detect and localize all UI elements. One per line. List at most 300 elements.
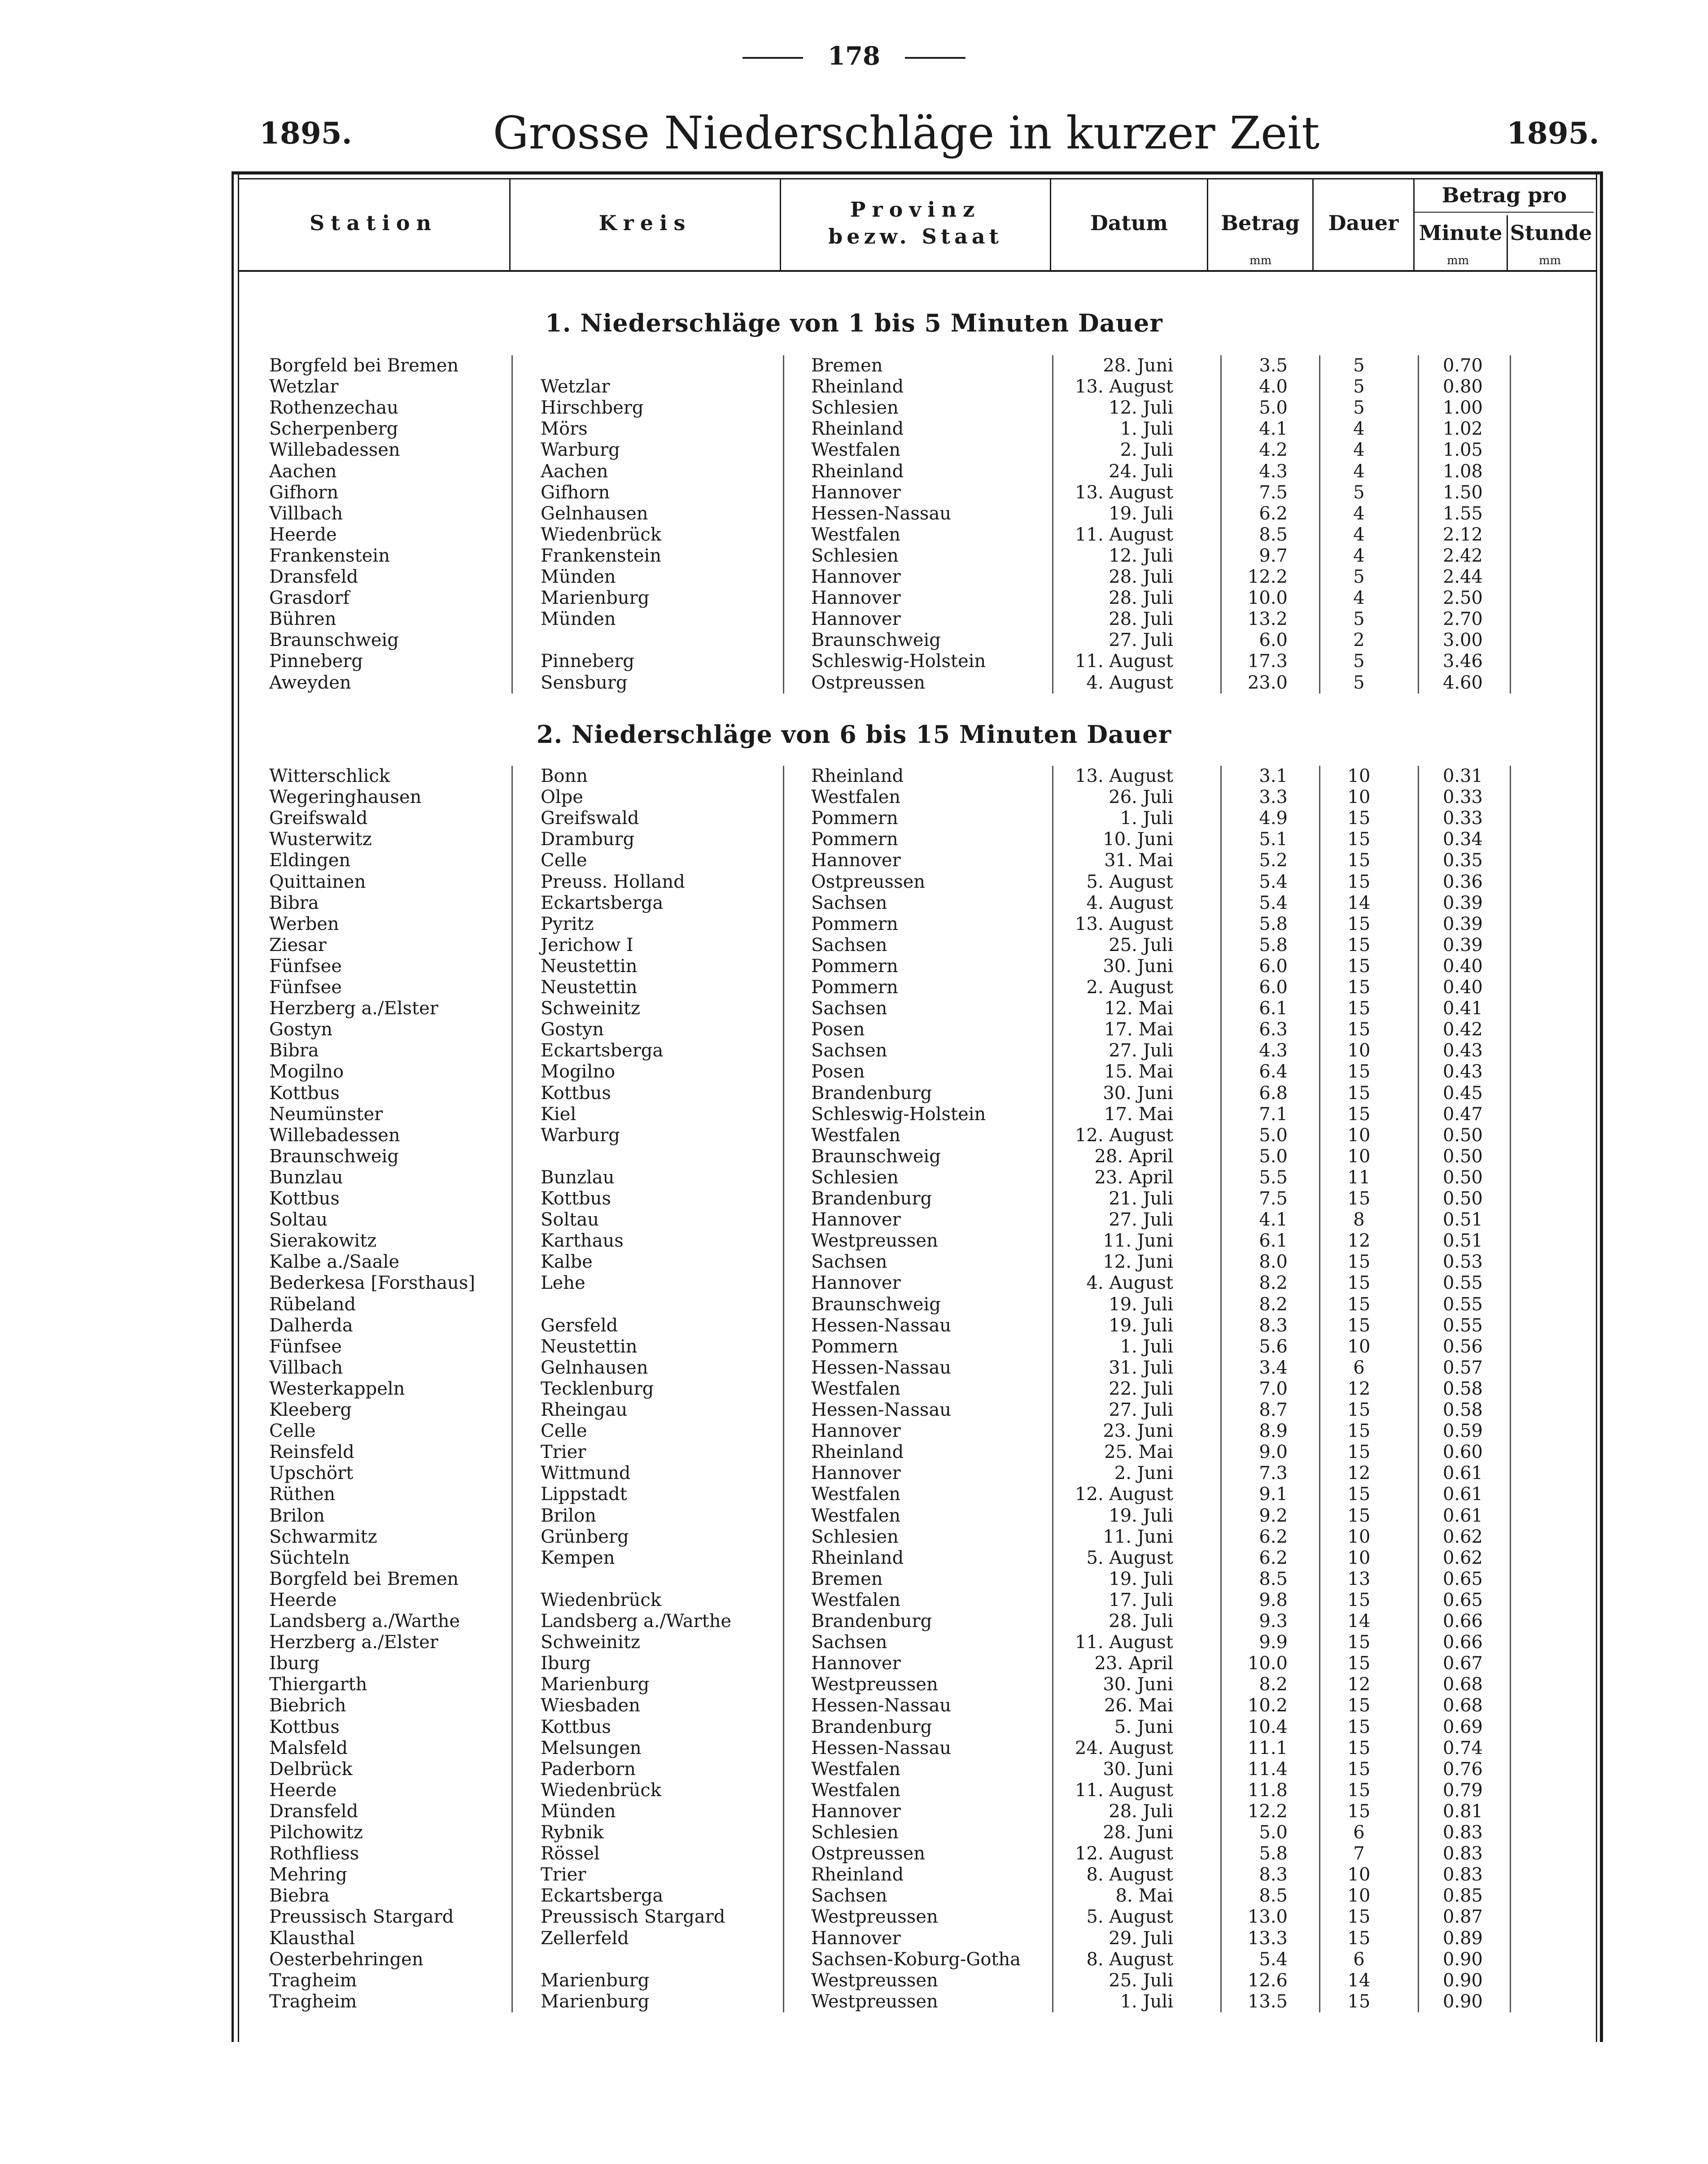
station-cell: Kottbus [269,1082,340,1104]
datum-cell: 13. August [1075,376,1173,397]
station-cell: Heerde [269,524,337,545]
header-stunde [1508,215,1594,251]
betrag-cell: 8.5 [1259,1885,1288,1907]
dauer-cell: 4 [1353,440,1365,461]
datum-cell: 25. Juli [1109,934,1173,955]
station-cell: Frankenstein [269,545,390,566]
dauer-cell: 15 [1347,1421,1371,1442]
dauer-cell: 6 [1353,1357,1365,1378]
provinz-cell: Hessen-Nassau [811,503,952,524]
provinz-cell: Sachsen [811,934,887,955]
kreis-cell: Dramburg [541,829,635,850]
kreis-cell: Gelnhausen [541,503,648,524]
station-cell: Willebadessen [269,1125,400,1146]
datum-cell: 2. August [1086,977,1173,998]
provinz-cell: Brandenburg [811,1716,932,1737]
table-row [0,397,1708,419]
header-bottom-rule [238,270,1597,272]
betrag-cell: 5.8 [1259,913,1288,934]
table-row [0,1611,1708,1632]
header-provinz-line1: Provinz [850,197,981,222]
dauer-cell: 12 [1347,1378,1371,1399]
station-cell: Celle [269,1421,316,1442]
datum-cell: 11. August [1075,1780,1173,1801]
table-row [0,1167,1708,1188]
betrag-cell: 9.8 [1259,1589,1288,1610]
betrag-cell: 3.1 [1259,766,1288,786]
column-rule [1510,355,1511,694]
betrag-cell: 23.0 [1247,672,1288,693]
betrag-cell: 12.2 [1247,1801,1288,1822]
datum-cell: 1. Juli [1120,808,1173,829]
kreis-cell: Soltau [541,1209,599,1230]
datum-cell: 25. Juli [1109,1970,1173,1991]
kreis-cell: Kottbus [541,1082,611,1104]
provinz-cell: Rheinland [811,419,904,440]
table-row [0,808,1708,829]
column-rule [1418,355,1419,694]
dauer-cell: 2 [1353,630,1365,651]
kreis-cell: Gersfeld [541,1315,618,1336]
betrag-minute-cell: 0.39 [1442,892,1483,913]
header-kreis-label: Kreis [598,210,692,235]
datum-cell: 8. August [1086,1949,1173,1970]
datum-cell: 30. Juni [1103,1758,1173,1780]
datum-cell: 30. Juni [1103,955,1173,977]
betrag-cell: 5.8 [1259,1843,1288,1864]
dauer-cell: 15 [1347,1632,1371,1653]
kreis-cell: Kottbus [541,1716,611,1737]
dauer-cell: 5 [1353,609,1365,630]
dauer-cell: 15 [1347,1484,1371,1505]
station-cell: Bühren [269,609,336,630]
betrag-minute-cell: 0.33 [1442,808,1483,829]
betrag-cell: 13.5 [1247,1991,1288,2012]
datum-cell: 22. Juli [1109,1378,1173,1399]
station-cell: Bunzlau [269,1167,343,1188]
betrag-cell: 6.1 [1259,1230,1288,1252]
betrag-cell: 11.8 [1247,1780,1288,1801]
table-row [0,1315,1708,1336]
betrag-cell: 11.1 [1247,1737,1288,1758]
provinz-cell: Bremen [811,1568,883,1589]
provinz-cell: Schlesien [811,1167,899,1188]
table-row [0,1759,1708,1780]
table-row [0,1252,1708,1273]
dauer-cell: 4 [1353,545,1365,566]
table-row [0,1569,1708,1590]
betrag-minute-cell: 0.35 [1442,850,1483,871]
dauer-cell: 10 [1347,1146,1371,1167]
betrag-minute-cell: 0.60 [1442,1442,1483,1463]
column-rule [1052,355,1053,694]
datum-cell: 27. Juli [1109,1400,1173,1420]
header-datum [1051,179,1207,267]
table-row [0,1928,1708,1949]
header-stunde-label: Stunde [1510,221,1592,245]
dauer-cell: 14 [1347,1611,1371,1632]
dauer-cell: 6 [1353,1822,1365,1843]
table-row [0,787,1708,808]
table-row [0,1949,1708,1970]
kreis-cell: Grünberg [541,1526,629,1547]
table-row [0,914,1708,935]
table-row [0,1019,1708,1040]
datum-cell: 12. Juni [1103,1252,1173,1273]
dauer-cell: 15 [1347,1188,1371,1209]
betrag-cell: 8.2 [1259,1674,1288,1695]
betrag-minute-cell: 0.40 [1442,977,1483,998]
betrag-minute-cell: 0.43 [1442,1040,1483,1061]
betrag-minute-cell: 0.70 [1442,355,1483,376]
kreis-cell: Frankenstein [541,545,661,566]
kreis-cell: Celle [541,850,587,871]
betrag-cell: 13.0 [1247,1907,1288,1928]
datum-cell: 5. August [1086,1547,1173,1568]
station-cell: Willebadessen [269,440,400,461]
betrag-cell: 9.3 [1259,1611,1288,1632]
betrag-cell: 5.0 [1259,1146,1288,1167]
betrag-minute-cell: 0.50 [1442,1188,1483,1209]
unit-betrag: mm [1249,254,1272,267]
column-rule [783,766,784,2012]
provinz-cell: Bremen [811,355,883,376]
table-row [0,1061,1708,1082]
dash-left [743,57,803,59]
kreis-cell: Münden [541,1801,616,1822]
betrag-cell: 8.9 [1259,1421,1288,1442]
betrag-minute-cell: 0.65 [1442,1568,1483,1589]
table-row [0,1400,1708,1421]
table-row [0,1273,1708,1294]
datum-cell: 30. Juni [1103,1082,1173,1104]
datum-cell: 13. August [1075,913,1173,934]
betrag-minute-cell: 0.90 [1442,1970,1483,1991]
datum-cell: 19. Juli [1109,503,1173,524]
station-cell: Fünfsee [269,955,342,977]
betrag-minute-cell: 0.41 [1442,998,1483,1019]
provinz-cell: Hannover [811,1801,901,1822]
dauer-cell: 15 [1347,913,1371,934]
kreis-cell: Wittmund [541,1463,631,1484]
dauer-cell: 5 [1353,651,1365,672]
provinz-cell: Rheinland [811,461,904,482]
betrag-cell: 5.0 [1259,397,1288,419]
kreis-cell: Aachen [541,461,608,482]
betrag-minute-cell: 0.61 [1442,1484,1483,1505]
provinz-cell: Pommern [811,829,898,850]
column-rule [1052,766,1053,2012]
kreis-cell: Marienburg [541,1970,650,1991]
station-cell: Braunschweig [269,1146,399,1167]
datum-cell: 19. Juli [1109,1294,1173,1315]
provinz-cell: Schlesien [811,545,899,566]
betrag-minute-cell: 0.68 [1442,1695,1483,1716]
betrag-minute-cell: 0.66 [1442,1611,1483,1632]
provinz-cell: Ostpreussen [811,1843,926,1864]
betrag-cell: 10.2 [1247,1695,1288,1716]
kreis-cell: Gelnhausen [541,1357,648,1378]
provinz-cell: Westfalen [811,1125,901,1146]
betrag-minute-cell: 0.50 [1442,1167,1483,1188]
dauer-cell: 15 [1347,871,1371,892]
betrag-cell: 9.1 [1259,1484,1288,1505]
datum-cell: 5. August [1086,1907,1173,1928]
provinz-cell: Westpreussen [811,1991,938,2012]
table-row [0,419,1708,440]
table-row [0,1083,1708,1104]
station-cell: Biebra [269,1885,330,1907]
table-row [0,1209,1708,1230]
kreis-cell: Rheingau [541,1400,628,1420]
dauer-cell: 12 [1347,1230,1371,1252]
provinz-cell: Hannover [811,1928,901,1949]
header-kreis [511,179,780,267]
kreis-cell: Neustettin [541,955,638,977]
datum-cell: 28. April [1094,1146,1173,1167]
betrag-minute-cell: 0.62 [1442,1526,1483,1547]
table-row [0,1907,1708,1928]
kreis-cell: Trier [541,1864,586,1885]
provinz-cell: Westfalen [811,524,901,545]
datum-cell: 31. Mai [1104,850,1173,871]
provinz-cell: Hessen-Nassau [811,1315,952,1336]
table-row [0,1548,1708,1569]
betrag-cell: 8.5 [1259,524,1288,545]
kreis-cell: Mogilno [541,1061,616,1082]
dauer-cell: 15 [1347,1695,1371,1716]
dauer-cell: 5 [1353,397,1365,419]
betrag-cell: 6.8 [1259,1082,1288,1104]
provinz-cell: Hannover [811,1421,901,1442]
provinz-cell: Ostpreussen [811,672,926,693]
datum-cell: 28. Juli [1109,1801,1173,1822]
provinz-cell: Brandenburg [811,1082,932,1104]
header-station [238,179,509,267]
kreis-cell: Trier [541,1442,586,1463]
datum-cell: 11. August [1075,1632,1173,1653]
station-cell: Fünfsee [269,977,342,998]
datum-cell: 19. Juli [1109,1568,1173,1589]
betrag-cell: 8.5 [1259,1568,1288,1589]
betrag-cell: 4.9 [1259,808,1288,829]
kreis-cell: Wetzlar [541,376,610,397]
betrag-minute-cell: 0.85 [1442,1885,1483,1907]
kreis-cell: Marienburg [541,1674,650,1695]
dauer-cell: 10 [1347,1125,1371,1146]
provinz-cell: Rheinland [811,1442,904,1463]
betrag-cell: 9.0 [1259,1442,1288,1463]
betrag-cell: 5.6 [1259,1336,1288,1357]
table-row [0,1421,1708,1442]
provinz-cell: Posen [811,1019,865,1040]
dauer-cell: 8 [1353,1209,1365,1230]
provinz-cell: Sachsen [811,1252,887,1273]
kreis-cell: Eckartsberga [541,892,664,913]
dauer-cell: 10 [1347,787,1371,808]
dauer-cell: 10 [1347,1040,1371,1061]
station-cell: Kalbe a./Saale [269,1252,400,1273]
provinz-cell: Pommern [811,955,898,977]
datum-cell: 23. April [1094,1167,1173,1188]
station-cell: Bibra [269,1040,319,1061]
table-row [0,482,1708,503]
datum-cell: 24. Juli [1109,461,1173,482]
betrag-minute-cell: 0.55 [1442,1294,1483,1315]
column-rule [1220,766,1222,2012]
kreis-cell: Marienburg [541,1991,650,2012]
table-row [0,766,1708,787]
station-cell: Bibra [269,892,319,913]
station-cell: Herzberg a./Elster [269,1632,438,1653]
dauer-cell: 15 [1347,1315,1371,1336]
header-sub-rule [1414,212,1594,213]
datum-cell: 21. Juli [1109,1188,1173,1209]
header-dauer-label: Dauer [1328,210,1399,235]
kreis-cell: Schweinitz [541,1632,640,1653]
betrag-minute-cell: 0.59 [1442,1421,1483,1442]
station-cell: Landsberg a./Warthe [269,1611,460,1632]
kreis-cell: Preussisch Stargard [541,1907,725,1928]
table-row [0,1505,1708,1527]
kreis-cell: Wiedenbrück [541,524,662,545]
betrag-cell: 8.3 [1259,1864,1288,1885]
betrag-minute-cell: 0.51 [1442,1230,1483,1252]
table-row [0,850,1708,871]
betrag-cell: 6.2 [1259,503,1288,524]
dauer-cell: 15 [1347,1442,1371,1463]
table-row [0,567,1708,588]
betrag-minute-cell: 0.51 [1442,1209,1483,1230]
betrag-cell: 7.3 [1259,1463,1288,1484]
datum-cell: 15. Mai [1104,1061,1173,1082]
table-row [0,1674,1708,1695]
station-cell: Quittainen [269,871,366,892]
header-minute-label: Minute [1419,221,1503,245]
dauer-cell: 5 [1353,567,1365,587]
betrag-minute-cell: 1.05 [1442,440,1483,461]
betrag-cell: 5.8 [1259,934,1288,955]
dauer-cell: 15 [1347,850,1371,871]
betrag-cell: 5.0 [1259,1822,1288,1843]
betrag-cell: 9.9 [1259,1632,1288,1653]
station-cell: Tragheim [269,1991,357,2012]
station-cell: Süchteln [269,1547,350,1568]
datum-cell: 27. Juli [1109,630,1173,651]
datum-cell: 2. Juli [1120,440,1173,461]
betrag-minute-cell: 0.90 [1442,1949,1483,1970]
datum-cell: 12. August [1075,1484,1173,1505]
dauer-cell: 15 [1347,1104,1371,1125]
provinz-cell: Brandenburg [811,1611,932,1632]
provinz-cell: Pommern [811,1336,898,1357]
station-cell: Delbrück [269,1758,353,1780]
dauer-cell: 5 [1353,482,1365,503]
dauer-cell: 12 [1347,1463,1371,1484]
betrag-minute-cell: 0.76 [1442,1758,1483,1780]
table-row [0,956,1708,977]
dauer-cell: 7 [1353,1843,1365,1864]
kreis-cell: Wiedenbrück [541,1589,662,1610]
betrag-minute-cell: 0.50 [1442,1146,1483,1167]
provinz-cell: Hannover [811,588,901,609]
station-cell: Aweyden [269,672,351,693]
station-cell: Klausthal [269,1928,355,1949]
table-row [0,1801,1708,1822]
kreis-cell: Melsungen [541,1737,642,1758]
table-row [0,461,1708,482]
provinz-cell: Westfalen [811,1780,901,1801]
station-cell: Kottbus [269,1716,340,1737]
station-cell: Dransfeld [269,1801,358,1822]
year-right: 1895. [1507,116,1599,151]
datum-cell: 11. Juni [1103,1526,1173,1547]
datum-cell: 19. Juli [1109,1315,1173,1336]
betrag-cell: 7.5 [1259,482,1288,503]
table-row [0,1843,1708,1864]
datum-cell: 1. Juli [1120,1991,1173,2012]
betrag-cell: 13.3 [1247,1928,1288,1949]
datum-cell: 5. Juni [1114,1716,1173,1737]
station-cell: Tragheim [269,1970,357,1991]
kreis-cell: Hirschberg [541,397,644,419]
dauer-cell: 10 [1347,1547,1371,1568]
datum-cell: 17. Mai [1104,1104,1173,1125]
station-cell: Oesterbehringen [269,1949,424,1970]
betrag-minute-cell: 3.46 [1442,651,1483,672]
table-row [0,1146,1708,1167]
kreis-cell: Lehe [541,1273,585,1294]
column-rule [1418,766,1419,2012]
betrag-cell: 4.2 [1259,440,1288,461]
datum-cell: 30. Juni [1103,1674,1173,1695]
kreis-cell: Warburg [541,440,620,461]
station-cell: Preussisch Stargard [269,1907,454,1928]
datum-cell: 28. Juni [1103,1822,1173,1843]
betrag-cell: 4.0 [1259,376,1288,397]
page-number [0,41,1708,71]
table-row [0,1632,1708,1653]
betrag-minute-cell: 0.39 [1442,913,1483,934]
datum-cell: 24. August [1075,1737,1173,1758]
station-cell: Gifhorn [269,482,339,503]
datum-cell: 23. Juni [1103,1421,1173,1442]
betrag-cell: 3.5 [1259,355,1288,376]
table-row [0,1357,1708,1379]
dauer-cell: 15 [1347,1801,1371,1822]
betrag-minute-cell: 0.55 [1442,1273,1483,1294]
unit-minute: mm [1447,254,1469,267]
provinz-cell: Braunschweig [811,630,941,651]
provinz-cell: Westpreussen [811,1230,938,1252]
betrag-minute-cell: 2.70 [1442,609,1483,630]
betrag-cell: 8.2 [1259,1273,1288,1294]
table-row [0,1379,1708,1400]
betrag-minute-cell: 0.39 [1442,934,1483,955]
dauer-cell: 15 [1347,1019,1371,1040]
provinz-cell: Braunschweig [811,1294,941,1315]
datum-cell: 12. Mai [1104,998,1173,1019]
kreis-cell: Paderborn [541,1758,636,1780]
betrag-minute-cell: 0.55 [1442,1315,1483,1336]
column-rule [1319,766,1320,2012]
betrag-cell: 6.1 [1259,998,1288,1019]
betrag-cell: 8.7 [1259,1400,1288,1420]
provinz-cell: Schleswig-Holstein [811,1104,986,1125]
betrag-cell: 13.2 [1247,609,1288,630]
provinz-cell: Sachsen [811,1885,887,1907]
datum-cell: 8. Mai [1115,1885,1173,1907]
